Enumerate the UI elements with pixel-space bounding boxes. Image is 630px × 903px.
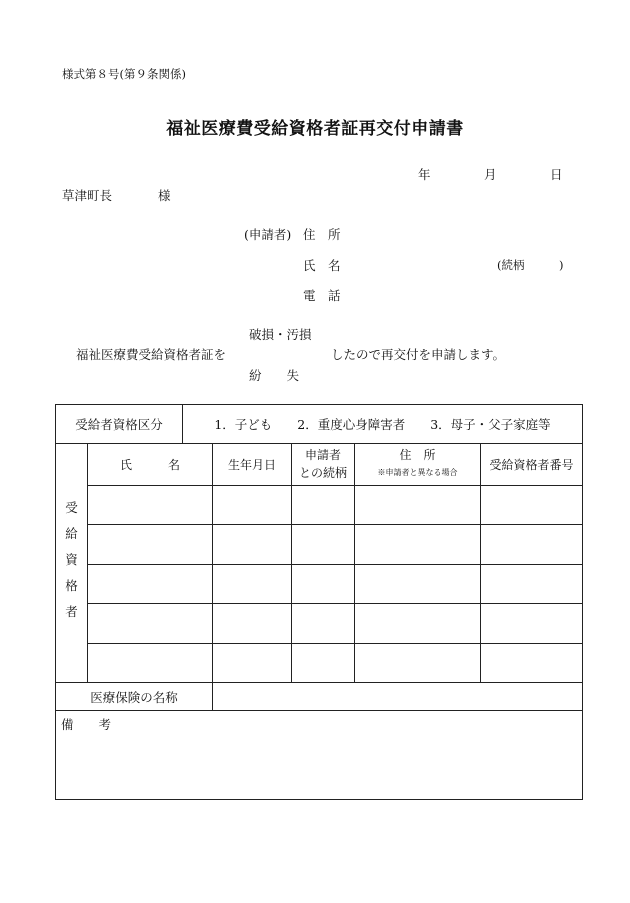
row-divider (87, 603, 582, 604)
date-day: 日 (550, 167, 563, 182)
recipient-side-label (56, 495, 87, 625)
applicant-relation-label: (続柄 ) (497, 258, 564, 272)
header-address (355, 443, 480, 485)
addressee-name: 草津町長 (62, 188, 113, 203)
header-name: 氏 名 (119, 457, 180, 472)
header-relation (292, 443, 354, 485)
header-relation-line1: 申請者 (304, 448, 341, 462)
remarks-label: 備 考 (61, 717, 112, 732)
applicant-label: (申請者) (244, 227, 292, 242)
option-lost: 紛 失 (249, 368, 300, 383)
row-divider (87, 524, 582, 525)
category-label: 受給者資格区分 (75, 417, 163, 432)
header-address-label: 住 所 (399, 448, 436, 462)
row-divider (87, 564, 582, 565)
applicant-address-label: 住 所 (303, 227, 341, 242)
date-year: 年 (418, 167, 431, 182)
applicant-phone-label: 電 話 (303, 288, 341, 303)
insurance-label: 医療保険の名称 (90, 689, 178, 705)
side-char: 資 (65, 552, 78, 567)
form-number: 様式第８号(第９条関係) (62, 67, 186, 81)
header-birthdate: 生年月日 (227, 457, 276, 472)
header-cert-number: 受給資格者番号 (489, 457, 574, 472)
page-title: 福祉医療費受給資格者証再交付申請書 (166, 119, 464, 139)
row-divider (56, 710, 582, 711)
statement-lead: 福祉医療費受給資格者証を (76, 347, 227, 362)
application-table (55, 404, 583, 800)
date-month: 月 (484, 167, 497, 182)
row-divider (87, 485, 582, 486)
side-char: 給 (65, 526, 78, 541)
statement-tail: したので再交付を申請します。 (331, 347, 506, 362)
row-divider (87, 643, 582, 644)
side-char: 者 (65, 604, 78, 619)
side-char: 受 (65, 500, 78, 515)
applicant-name-label: 氏 名 (303, 258, 341, 273)
header-relation-line2: との続柄 (298, 466, 347, 480)
category-options: 1．子ども 2．重度心身障害者 3．母子・父子家庭等 (214, 417, 551, 432)
side-char: 格 (65, 578, 78, 593)
addressee-honorific: 様 (158, 188, 171, 203)
option-damaged: 破損・汚損 (249, 327, 312, 342)
header-address-note: ※申請者と異なる場合 (377, 468, 458, 477)
